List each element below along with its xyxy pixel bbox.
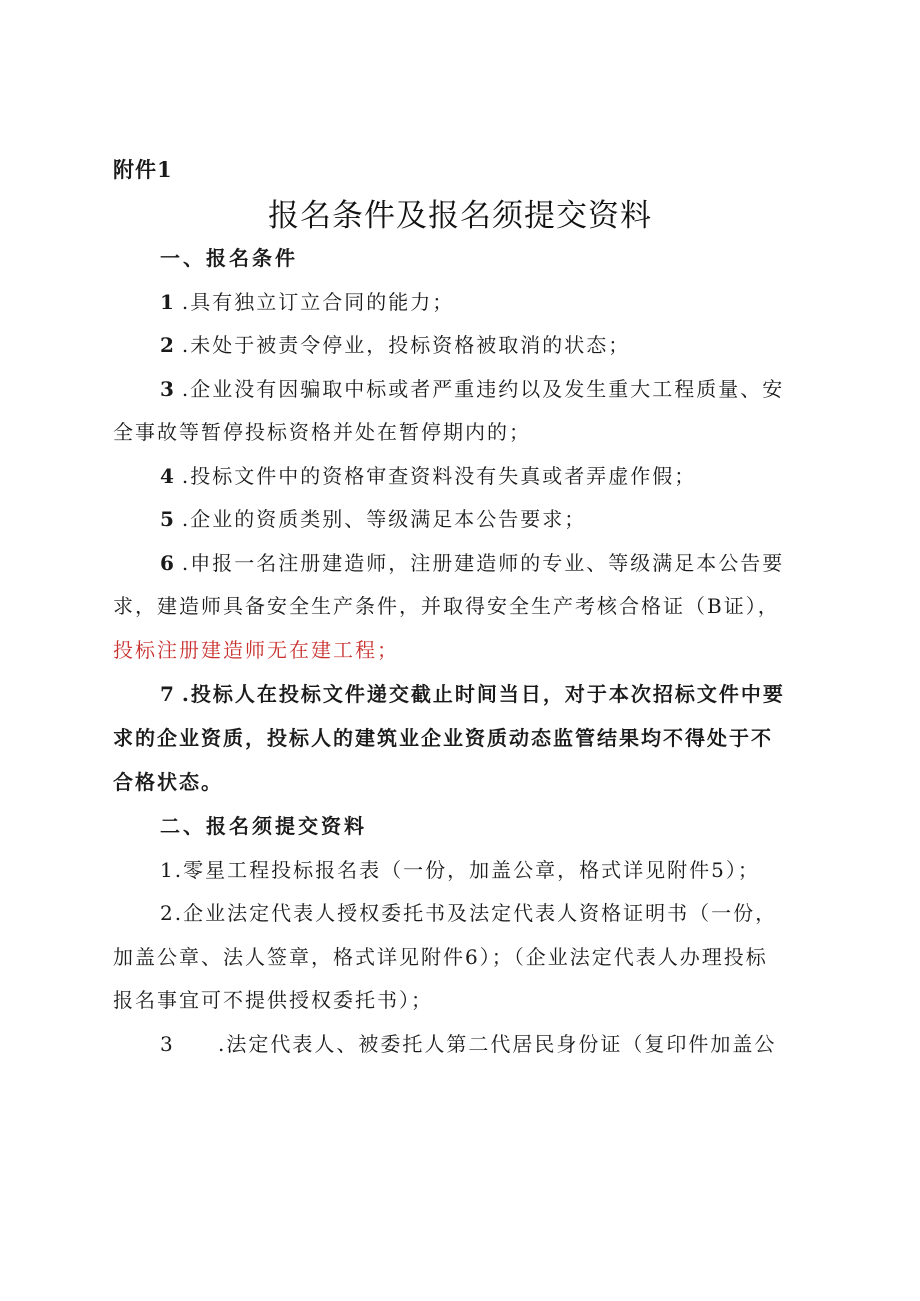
list-item bbox=[160, 330, 823, 360]
list-item bbox=[160, 855, 823, 885]
item-number: 1 bbox=[160, 290, 176, 314]
item-text: .具有独立订立合同的能力； bbox=[181, 290, 455, 314]
item-number: 2 bbox=[160, 901, 175, 925]
item-number: 5 bbox=[160, 507, 176, 531]
item-text: .企业没有因骗取中标或者严重违约以及发生重大工程质量、安 bbox=[181, 377, 785, 401]
item-text: .企业法定代表人授权委托书及法定代表人资格证明书（一份， bbox=[174, 901, 778, 925]
item-number: 3 bbox=[160, 377, 176, 401]
item-continuation: 加盖公章、法人签章，格式详见附件6）；（企业法定代表人办理投标 bbox=[113, 945, 768, 969]
section-2-heading: 二、报名须提交资料 bbox=[160, 814, 367, 838]
list-item bbox=[160, 374, 823, 404]
item-text: .未处于被责令停业，投标资格被取消的状态； bbox=[181, 333, 631, 357]
item-text: .申报一名注册建造师，注册建造师的专业、等级满足本公告要 bbox=[181, 551, 785, 575]
item-number: 7 bbox=[160, 682, 176, 706]
list-item bbox=[160, 287, 823, 317]
item-text: .企业的资质类别、等级满足本公告要求； bbox=[181, 507, 587, 531]
section-1-heading: 一、报名条件 bbox=[160, 246, 298, 270]
item-number: 6 bbox=[160, 551, 176, 575]
item-continuation: 报名事宜可不提供授权委托书）； bbox=[113, 988, 433, 1012]
list-item bbox=[160, 461, 823, 491]
item-text: .法定代表人、被委托人第二代居民身份证（复印件加盖公 bbox=[218, 1032, 777, 1056]
item-text: .零星工程投标报名表（一份，加盖公章，格式详见附件5）； bbox=[174, 858, 760, 882]
item-number: 4 bbox=[160, 464, 176, 488]
list-item bbox=[160, 504, 823, 534]
list-item bbox=[160, 898, 823, 928]
item-text: .投标文件中的资格审查资料没有失真或者弄虚作假； bbox=[181, 464, 697, 488]
list-item bbox=[160, 1029, 823, 1059]
item-number: 3 bbox=[160, 1032, 175, 1056]
document-title: 报名条件及报名须提交资料 bbox=[268, 198, 652, 234]
item-continuation: 合格状态。 bbox=[113, 770, 223, 794]
item-number: 1 bbox=[160, 858, 175, 882]
item-continuation: 求，建造师具备安全生产条件，并取得安全生产考核合格证（B证）， bbox=[113, 594, 780, 618]
highlighted-requirement: 投标注册建造师无在建工程； bbox=[113, 638, 399, 662]
item-number: 2 bbox=[160, 333, 176, 357]
item-continuation: 求的企业资质，投标人的建筑业企业资质动态监管结果均不得处于不 bbox=[113, 726, 773, 750]
item-text: .投标人在投标文件递交截止时间当日，对于本次招标文件中要 bbox=[181, 682, 785, 706]
list-item bbox=[160, 679, 823, 709]
list-item bbox=[160, 548, 823, 578]
item-continuation: 全事故等暂停投标资格并处在暂停期内的； bbox=[113, 420, 531, 444]
attachment-label: 附件1 bbox=[113, 157, 173, 182]
